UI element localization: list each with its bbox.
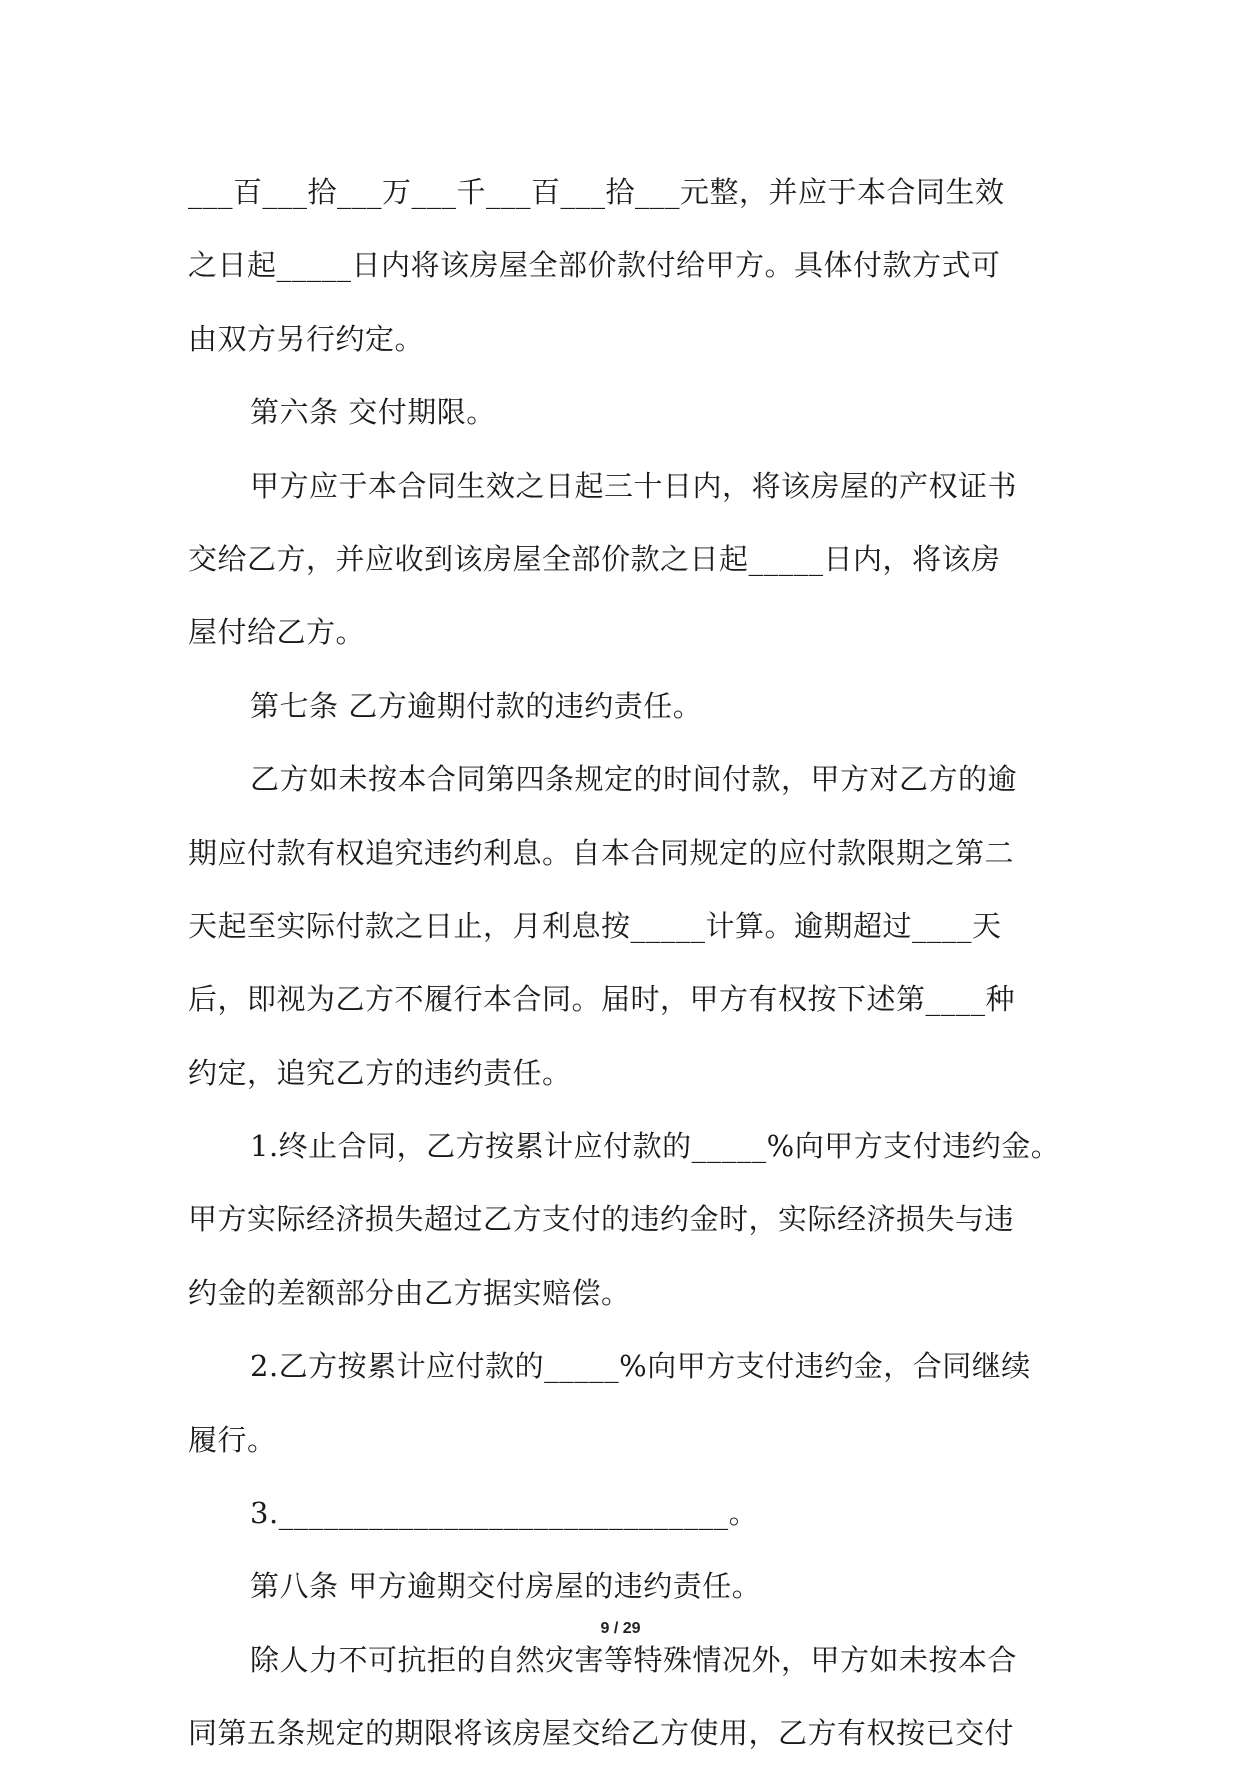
text-line: 交给乙方，并应收到该房屋全部价款之日起_____日内，将该房 (188, 541, 1001, 576)
text-line: 除人力不可抗拒的自然灾害等特殊情况外，甲方如未按本合 (250, 1642, 1018, 1677)
list-item: 1.终止合同，乙方按累计应付款的_____%向甲方支付违约金。 (250, 1129, 1061, 1164)
text-line: 履行。 (188, 1422, 277, 1457)
text-line: 天起至实际付款之日止，月利息按_____计算。逾期超过____天 (188, 908, 1002, 943)
text-line: 约金的差额部分由乙方据实赔偿。 (188, 1275, 631, 1310)
text-line: ___百___拾___万___千___百___拾___元整，并应于本合同生效 (188, 175, 1005, 209)
text-line: 由双方另行约定。 (188, 321, 425, 356)
text-line: 同第五条规定的期限将该房屋交给乙方使用，乙方有权按已交付 (188, 1716, 1015, 1751)
article-heading: 第八条 甲方逾期交付房屋的违约责任。 (250, 1569, 762, 1604)
text-line: 后，即视为乙方不履行本合同。届时，甲方有权按下述第____种 (188, 982, 1016, 1017)
text-line: 甲方实际经济损失超过乙方支付的违约金时，实际经济损失与违 (188, 1202, 1015, 1237)
text-line: 乙方如未按本合同第四条规定的时间付款，甲方对乙方的逾 (250, 762, 1018, 797)
text-line: 期应付款有权追究违约利息。自本合同规定的应付款限期之第二 (188, 835, 1015, 870)
text-line: 之日起_____日内将该房屋全部价款付给甲方。具体付款方式可 (188, 248, 1001, 283)
list-item: 2.乙方按累计应付款的_____%向甲方支付违约金，合同继续 (250, 1349, 1031, 1384)
text-line: 甲方应于本合同生效之日起三十日内，将该房屋的产权证书 (250, 468, 1018, 503)
article-heading: 第七条 乙方逾期付款的违约责任。 (250, 688, 703, 723)
page-number: 9 / 29 (600, 1620, 641, 1637)
text-line: 约定，追究乙方的违约责任。 (188, 1055, 572, 1090)
text-line: 屋付给乙方。 (188, 615, 366, 650)
article-heading: 第六条 交付期限。 (250, 395, 496, 430)
document-body (188, 156, 1068, 1771)
list-item: 3.______________________________。 (250, 1496, 759, 1531)
